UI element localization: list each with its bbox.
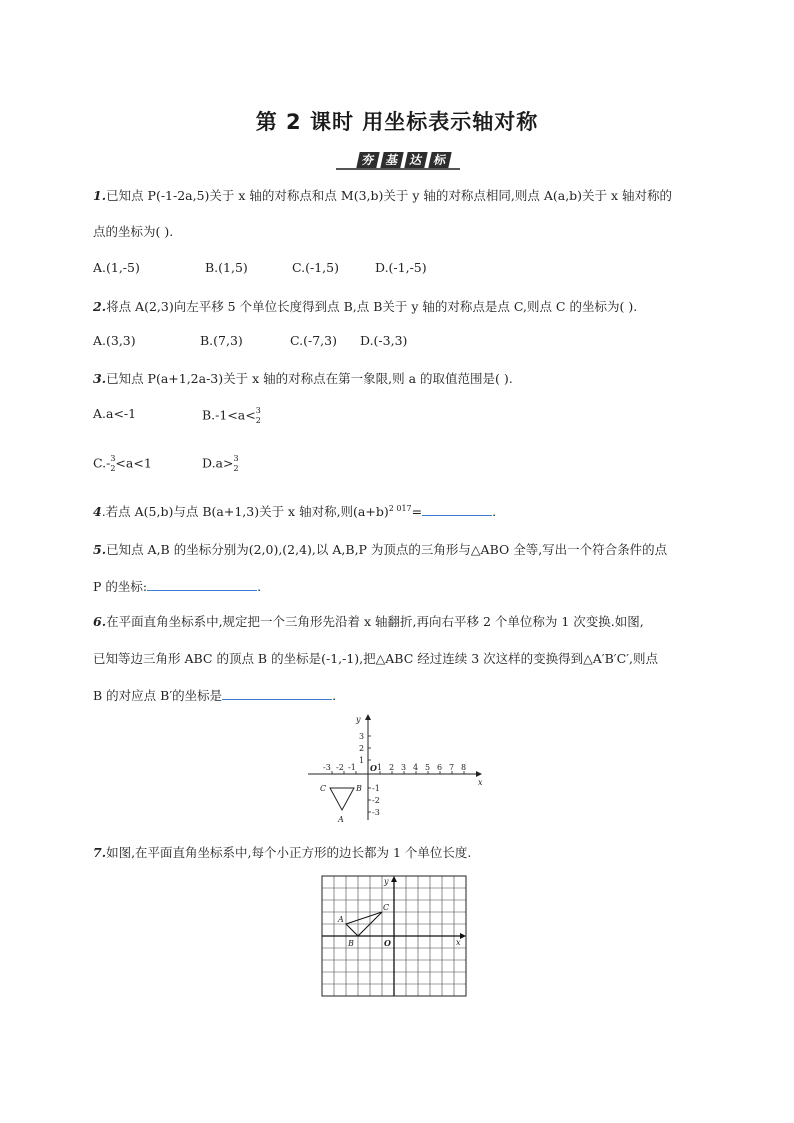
option-a: A.a<-1 (93, 406, 137, 421)
option-text: D.a> (202, 455, 234, 471)
y-tick-label: 2 (359, 744, 365, 753)
x-tick-label: 4 (413, 763, 419, 772)
section-banner (336, 150, 460, 172)
question-2 (93, 297, 637, 315)
option-d: D.(-3,3) (360, 333, 408, 348)
option-c: C.(-7,3) (290, 333, 337, 348)
question-5 (93, 540, 667, 558)
y-axis-label: y (384, 877, 389, 886)
point-label-a: A (338, 915, 344, 924)
banner-char: 夯 (356, 152, 379, 168)
option-b: B.(7,3) (200, 333, 243, 348)
y-tick-label: -1 (372, 784, 380, 793)
x-tick-label: 5 (425, 763, 431, 772)
option-b: B.(1,5) (205, 260, 248, 275)
question-text: 如图,在平面直角坐标系中,每个小正方形的边长都为 1 个单位长度. (106, 845, 472, 860)
answer-blank[interactable] (222, 687, 332, 700)
fraction-numerator: 3 (255, 406, 261, 415)
option-text: B.-1<a< (202, 407, 256, 423)
question-number: 1. (93, 188, 107, 203)
y-axis-arrow (391, 876, 397, 882)
x-tick-label: -2 (336, 763, 344, 772)
y-axis-label: y (356, 715, 361, 724)
question-text: 在平面直角坐标系中,规定把一个三角形先沿着 x 轴翻折,再向右平移 2 个单位称为 1 次变换.如图, (106, 614, 644, 629)
fraction-denominator: 2 (110, 464, 116, 473)
question-5-line2 (93, 577, 261, 595)
origin-label: O (384, 938, 391, 948)
question-6-line3 (93, 686, 336, 704)
fraction-numerator: 3 (110, 454, 116, 463)
question-4 (93, 502, 496, 520)
x-tick-label: -1 (348, 763, 356, 772)
question-text: B 的对应点 B′的坐标是 (93, 688, 223, 703)
question-number: 5. (93, 542, 107, 557)
question-number: 4 (93, 504, 102, 519)
question-3 (93, 369, 513, 387)
question-6 (93, 612, 644, 630)
fraction (233, 454, 238, 474)
option-c: C.(-1,5) (292, 260, 339, 275)
question-7 (93, 843, 471, 861)
x-tick-label: 7 (449, 763, 455, 772)
x-axis-arrow (460, 933, 466, 939)
question-text: 已知点 A,B 的坐标分别为(2,0),(2,4),以 A,B,P 为顶点的三角形与△ABO 全等,写出一个符合条件的点 (106, 542, 668, 557)
question-text: P 的坐标: (93, 579, 148, 594)
option-d (202, 454, 239, 474)
coordinate-figure-1 (300, 708, 490, 826)
fraction-denominator: 2 (255, 416, 261, 425)
answer-blank[interactable] (422, 503, 492, 516)
fraction-denominator: 2 (233, 464, 239, 473)
option-d: D.(-1,-5) (375, 260, 427, 275)
option-text: C.- (93, 455, 111, 471)
y-axis-arrow (365, 714, 371, 720)
point-label-c: C (320, 784, 327, 793)
option-c (93, 454, 152, 474)
question-1 (93, 186, 672, 204)
grid-figure-2 (318, 872, 470, 1000)
question-1-line2: 点的坐标为( ). (93, 224, 174, 239)
y-tick-label: -2 (372, 796, 380, 805)
option-a: A.(1,-5) (93, 260, 140, 275)
question-end: . (492, 504, 497, 519)
exponent: 2 017 (388, 503, 412, 513)
banner-char: 基 (380, 152, 403, 168)
question-number: 7. (93, 845, 107, 860)
x-tick-label: 6 (437, 763, 443, 772)
fraction (256, 406, 261, 426)
y-tick-label: 1 (359, 756, 365, 765)
point-label-c: C (383, 903, 390, 912)
banner-char: 达 (404, 152, 427, 168)
option-b (202, 406, 261, 426)
page-title: 第 2 课时 用坐标表示轴对称 (255, 110, 539, 134)
question-number: 2. (93, 299, 107, 314)
question-text: 将点 A(2,3)向左平移 5 个单位长度得到点 B,点 B关于 y 轴的对称点是点 C,则点 C 的坐标为( ). (106, 299, 638, 314)
question-6-line2: 已知等边三角形 ABC 的顶点 B 的坐标是(-1,-1),把△ABC 经过连续 3 次这样的变换得到△A′B′C′,则点 (93, 651, 659, 666)
x-tick-label: 1 (377, 763, 383, 772)
point-label-b: B (348, 939, 354, 948)
x-axis-arrow (476, 771, 482, 777)
banner-underline (336, 168, 460, 170)
x-tick-label: 2 (389, 763, 395, 772)
point-label-a: A (338, 815, 344, 824)
x-tick-label: 8 (461, 763, 467, 772)
question-text: .若点 A(5,b)与点 B(a+1,3)关于 x 轴对称,则(a+b) (101, 504, 389, 519)
question-end: . (257, 579, 262, 594)
x-axis-label: x (478, 778, 483, 787)
question-end: . (332, 688, 337, 703)
y-tick-label: -3 (372, 808, 380, 817)
option-a: A.(3,3) (93, 333, 136, 348)
origin-label: O (370, 763, 377, 773)
x-axis-label: x (456, 938, 461, 947)
question-text: 已知点 P(-1-2a,5)关于 x 轴的对称点和点 M(3,b)关于 y 轴的对称点相同,则点 A(a,b)关于 x 轴对称的 (106, 188, 673, 203)
fraction-numerator: 3 (233, 454, 239, 463)
answer-blank[interactable] (147, 578, 257, 591)
x-tick-label: -3 (323, 763, 331, 772)
option-text: <a<1 (115, 455, 152, 471)
y-tick-label: 3 (359, 732, 365, 741)
question-text-tail: = (411, 504, 423, 519)
point-label-b: B (356, 784, 362, 793)
question-number: 3. (93, 371, 107, 386)
x-tick-label: 3 (401, 763, 407, 772)
question-text: 已知点 P(a+1,2a-3)关于 x 轴的对称点在第一象限,则 a 的取值范围是( ). (106, 371, 513, 386)
triangle-abc (330, 788, 354, 810)
question-number: 6. (93, 614, 107, 629)
banner-char: 标 (428, 152, 451, 168)
